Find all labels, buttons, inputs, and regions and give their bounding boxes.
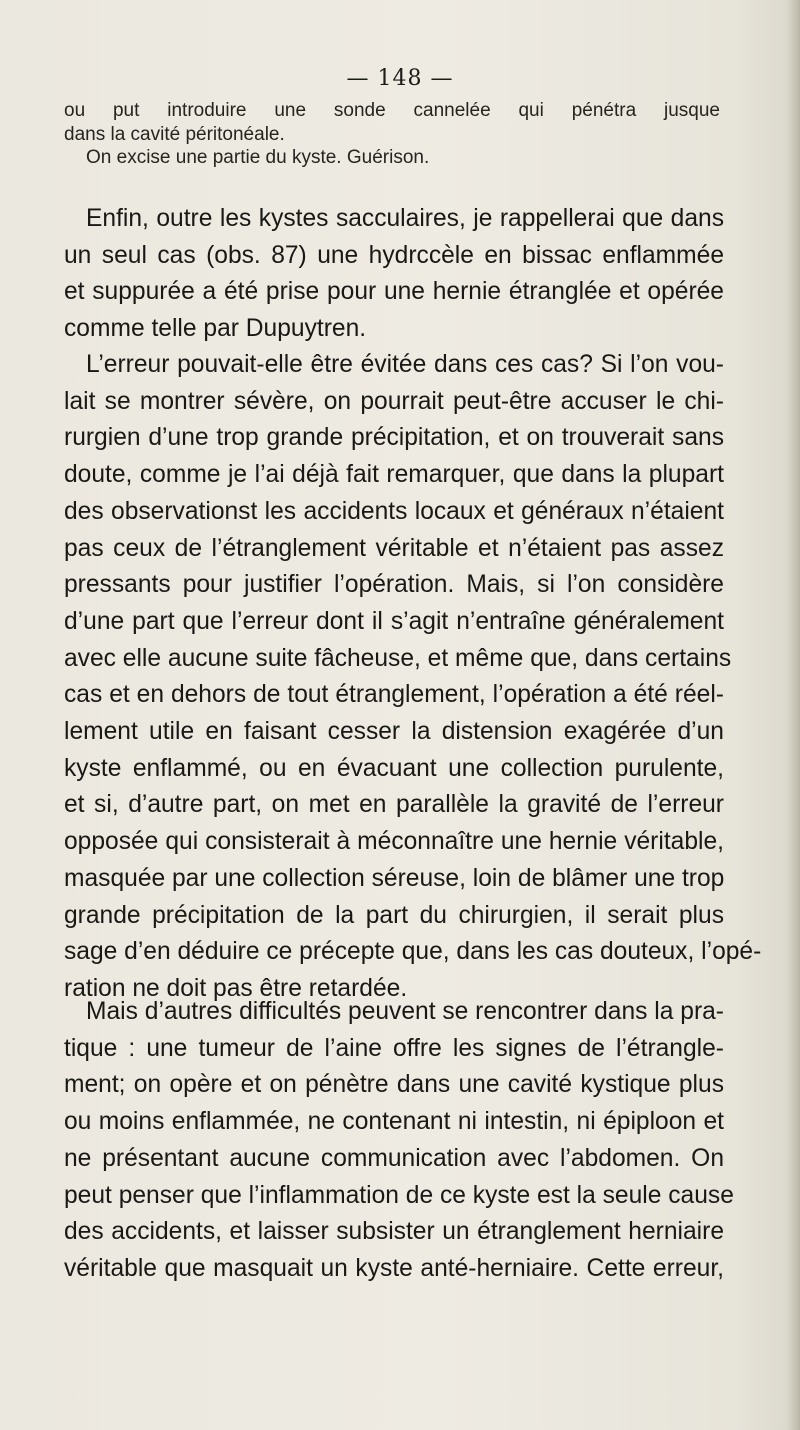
text-line: cas et en dehors de tout étranglement, l’opération a été réel-	[64, 681, 724, 709]
text-line: kyste enflammé, ou en évacuant une collection purulente,	[64, 754, 724, 782]
text-line: opposée qui consisterait à méconnaître une hernie véritable,	[64, 828, 724, 856]
observation-note-conclusion: On excise une partie du kyste. Guérison.	[86, 147, 430, 168]
text-line: et suppurée a été prise pour une hernie étranglée et opérée	[64, 278, 724, 306]
observation-note	[64, 99, 720, 147]
text-line: masquée par une collection séreuse, loin de blâmer une trop	[64, 864, 725, 892]
text-line: ne présentant aucune communication avec l’abdomen. On	[64, 1144, 724, 1172]
text-line: sage d’en déduire ce précepte que, dans les cas douteux, l’opé-	[64, 938, 762, 966]
text-line: L’erreur pouvait-elle être évitée dans ces cas? Si l’on vou-	[86, 351, 724, 378]
text-line: ou moins enflammée, ne contenant ni intestin, ni épiploon et	[64, 1108, 724, 1136]
text-line: des observationst les accidents locaux et généraux n’étaient	[64, 497, 724, 525]
text-line: un seul cas (obs. 87) une hydrccèle en bissac enflammée	[64, 241, 724, 269]
note-line: ou put introduire une sonde cannelée qui pénétra jusque	[64, 100, 720, 121]
text-line: lait se montrer sévère, on pourrait peut-être accuser le chi-	[64, 387, 724, 415]
paragraph-3	[64, 994, 734, 1288]
text-line: avec elle aucune suite fâcheuse, et même que, dans certains	[64, 644, 732, 672]
paragraph-1	[64, 201, 724, 348]
text-line: lement utile en faisant cesser la distension exagérée d’un	[64, 718, 724, 746]
text-line: et si, d’autre part, on met en parallèle la gravité de l’erreur	[64, 791, 724, 819]
text-line: doute, comme je l’ai déjà fait remarquer, que dans la plupart	[64, 461, 724, 489]
text-line: Mais d’autres difficultés peuvent se rencontrer dans la pra-	[86, 998, 724, 1025]
page-edge-shadow	[786, 0, 800, 1430]
text-line: tique : une tumeur de l’aine offre les signes de l’étrangle-	[64, 1034, 724, 1062]
paragraph-2	[64, 347, 762, 1008]
text-line: pas ceux de l’étranglement véritable et n’étaient pas assez	[64, 534, 724, 562]
text-line: ment; on opère et on pénètre dans une cavité kystique plus	[64, 1071, 724, 1099]
note-line: dans la cavité péritonéale.	[64, 124, 285, 145]
text-line: d’une part que l’erreur dont il s’agit n’entraîne généralement	[64, 607, 724, 635]
text-line: peut penser que l’inflammation de ce kyste est la seule cause	[64, 1181, 734, 1209]
text-line: rurgien d’une trop grande précipitation, et on trouverait sans	[64, 424, 724, 452]
text-line: ration ne doit pas être retardée.	[64, 974, 408, 1002]
page-number: — 148 —	[346, 66, 454, 91]
text-line: grande précipitation de la part du chirurgien, il serait plus	[64, 901, 724, 929]
text-line: Enfin, outre les kystes sacculaires, je rappellerai que dans	[86, 205, 724, 232]
text-line: des accidents, et laisser subsister un étranglement herniaire	[64, 1218, 724, 1246]
text-line: pressants pour justifier l’opération. Mais, si l’on considère	[64, 571, 724, 599]
text-line: véritable que masquait un kyste anté-herniaire. Cette erreur,	[64, 1254, 724, 1282]
text-line: comme telle par Dupuytren.	[64, 315, 367, 343]
